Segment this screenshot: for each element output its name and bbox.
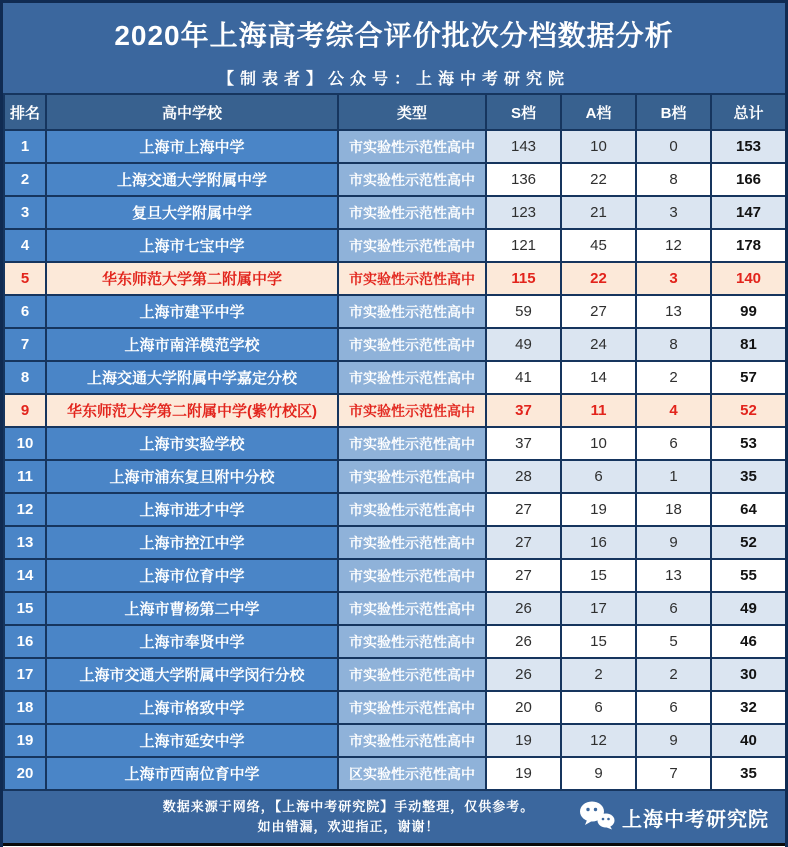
b-tier-cell: 2 [636, 361, 711, 394]
a-tier-cell: 21 [561, 196, 636, 229]
type-cell [338, 328, 486, 361]
s-tier-cell: 28 [486, 460, 561, 493]
rank-cell: 12 [4, 493, 46, 526]
b-tier-cell: 18 [636, 493, 711, 526]
total-cell: 140 [711, 262, 786, 295]
type-cell [338, 757, 486, 790]
type-label: 市实验性示范性高中 [339, 659, 485, 690]
type-label: 市实验性示范性高中 [339, 494, 485, 525]
type-label: 区实验性示范性高中 [339, 758, 485, 789]
a-tier-cell: 15 [561, 559, 636, 592]
page-title: 2020年上海高考综合评价批次分档数据分析 [114, 20, 674, 51]
type-cell [338, 295, 486, 328]
total-cell: 35 [711, 460, 786, 493]
s-tier-cell: 41 [486, 361, 561, 394]
a-tier-cell: 16 [561, 526, 636, 559]
type-label: 市实验性示范性高中 [339, 725, 485, 756]
type-label: 市实验性示范性高中 [339, 329, 485, 360]
footer-bar [3, 791, 785, 843]
table-row [4, 592, 786, 625]
a-tier-cell: 10 [561, 130, 636, 163]
footer-notes [3, 797, 579, 837]
type-label: 市实验性示范性高中 [339, 296, 485, 327]
type-label: 市实验性示范性高中 [339, 560, 485, 591]
school-cell: 上海市进才中学 [46, 493, 338, 526]
school-cell: 上海市南洋模范学校 [46, 328, 338, 361]
a-tier-cell: 27 [561, 295, 636, 328]
a-tier-cell: 12 [561, 724, 636, 757]
type-label: 市实验性示范性高中 [339, 362, 485, 393]
type-label: 市实验性示范性高中 [339, 230, 485, 261]
s-tier-cell: 59 [486, 295, 561, 328]
total-cell: 166 [711, 163, 786, 196]
s-tier-cell: 19 [486, 757, 561, 790]
type-cell [338, 130, 486, 163]
rank-cell: 9 [4, 394, 46, 427]
s-tier-cell: 20 [486, 691, 561, 724]
a-tier-cell: 10 [561, 427, 636, 460]
b-tier-cell: 7 [636, 757, 711, 790]
table-row [4, 361, 786, 394]
rank-cell: 13 [4, 526, 46, 559]
school-cell: 上海交通大学附属中学 [46, 163, 338, 196]
s-tier-cell: 26 [486, 658, 561, 691]
total-cell: 30 [711, 658, 786, 691]
rank-cell: 20 [4, 757, 46, 790]
s-tier-cell: 49 [486, 328, 561, 361]
rank-cell: 2 [4, 163, 46, 196]
total-cell: 147 [711, 196, 786, 229]
table-row [4, 559, 786, 592]
rank-cell: 15 [4, 592, 46, 625]
a-tier-cell: 45 [561, 229, 636, 262]
school-cell: 上海市上海中学 [46, 130, 338, 163]
type-cell [338, 361, 486, 394]
col-header-school: 高中学校 [46, 94, 338, 130]
school-cell: 上海市格致中学 [46, 691, 338, 724]
school-cell: 上海市交通大学附属中学闵行分校 [46, 658, 338, 691]
type-label: 市实验性示范性高中 [339, 395, 485, 426]
table-row [4, 757, 786, 790]
b-tier-cell: 5 [636, 625, 711, 658]
wechat-icon [579, 800, 615, 835]
b-tier-cell: 6 [636, 592, 711, 625]
type-cell [338, 526, 486, 559]
col-header-a-tier: A档 [561, 94, 636, 130]
rank-cell: 10 [4, 427, 46, 460]
s-tier-cell: 37 [486, 427, 561, 460]
type-cell [338, 460, 486, 493]
tier-data-table [3, 93, 787, 791]
type-cell [338, 262, 486, 295]
school-cell: 上海市曹杨第二中学 [46, 592, 338, 625]
type-cell [338, 394, 486, 427]
type-label: 市实验性示范性高中 [339, 692, 485, 723]
s-tier-cell: 26 [486, 625, 561, 658]
school-cell: 上海市七宝中学 [46, 229, 338, 262]
type-cell [338, 493, 486, 526]
b-tier-cell: 2 [636, 658, 711, 691]
rank-cell: 5 [4, 262, 46, 295]
s-tier-cell: 136 [486, 163, 561, 196]
school-cell: 华东师范大学第二附属中学(紫竹校区) [46, 394, 338, 427]
rank-cell: 14 [4, 559, 46, 592]
s-tier-cell: 27 [486, 526, 561, 559]
total-cell: 153 [711, 130, 786, 163]
table-row [4, 493, 786, 526]
type-cell [338, 163, 486, 196]
table-row [4, 691, 786, 724]
b-tier-cell: 9 [636, 526, 711, 559]
s-tier-cell: 19 [486, 724, 561, 757]
footer-note-line1: 数据来源于网络，【上海中考研究院】手动整理，仅供参考。 [162, 798, 535, 814]
b-tier-cell: 12 [636, 229, 711, 262]
type-label: 市实验性示范性高中 [339, 164, 485, 195]
s-tier-cell: 27 [486, 559, 561, 592]
rank-cell: 4 [4, 229, 46, 262]
brand-block [579, 800, 785, 835]
type-label: 市实验性示范性高中 [339, 428, 485, 459]
rank-cell: 3 [4, 196, 46, 229]
a-tier-cell: 19 [561, 493, 636, 526]
rank-cell: 17 [4, 658, 46, 691]
type-cell [338, 559, 486, 592]
a-tier-cell: 17 [561, 592, 636, 625]
brand-name: 上海中考研究院 [622, 808, 769, 831]
school-cell: 复旦大学附属中学 [46, 196, 338, 229]
b-tier-cell: 1 [636, 460, 711, 493]
table-row [4, 295, 786, 328]
type-label: 市实验性示范性高中 [339, 131, 485, 162]
col-header-s-tier: S档 [486, 94, 561, 130]
total-cell: 46 [711, 625, 786, 658]
footer-note-line2: 如由错漏，欢迎指正，谢谢！ [257, 819, 440, 834]
a-tier-cell: 22 [561, 163, 636, 196]
total-cell: 57 [711, 361, 786, 394]
s-tier-cell: 123 [486, 196, 561, 229]
a-tier-cell: 24 [561, 328, 636, 361]
table-header-row [4, 94, 786, 130]
b-tier-cell: 8 [636, 328, 711, 361]
b-tier-cell: 3 [636, 196, 711, 229]
table-row [4, 394, 786, 427]
col-header-type: 类型 [338, 94, 486, 130]
a-tier-cell: 2 [561, 658, 636, 691]
type-cell [338, 196, 486, 229]
total-cell: 81 [711, 328, 786, 361]
bottom-divider [3, 843, 785, 846]
table-row [4, 658, 786, 691]
school-cell: 上海市延安中学 [46, 724, 338, 757]
total-cell: 53 [711, 427, 786, 460]
type-cell [338, 592, 486, 625]
type-cell [338, 427, 486, 460]
school-cell: 上海市西南位育中学 [46, 757, 338, 790]
type-cell [338, 625, 486, 658]
table-row [4, 130, 786, 163]
type-cell [338, 229, 486, 262]
total-cell: 99 [711, 295, 786, 328]
type-label: 市实验性示范性高中 [339, 527, 485, 558]
b-tier-cell: 3 [636, 262, 711, 295]
s-tier-cell: 27 [486, 493, 561, 526]
a-tier-cell: 9 [561, 757, 636, 790]
rank-cell: 18 [4, 691, 46, 724]
total-cell: 178 [711, 229, 786, 262]
a-tier-cell: 6 [561, 691, 636, 724]
a-tier-cell: 22 [561, 262, 636, 295]
rank-cell: 7 [4, 328, 46, 361]
table-body [4, 130, 786, 790]
table-row [4, 625, 786, 658]
rank-cell: 11 [4, 460, 46, 493]
page-subtitle: 【制表者】公众号：上海中考研究院 [217, 71, 570, 88]
type-cell [338, 724, 486, 757]
school-cell: 上海市奉贤中学 [46, 625, 338, 658]
b-tier-cell: 9 [636, 724, 711, 757]
rank-cell: 6 [4, 295, 46, 328]
table-row [4, 229, 786, 262]
b-tier-cell: 6 [636, 427, 711, 460]
type-label: 市实验性示范性高中 [339, 263, 485, 294]
rank-cell: 8 [4, 361, 46, 394]
b-tier-cell: 8 [636, 163, 711, 196]
table-row [4, 427, 786, 460]
school-cell: 上海市实验学校 [46, 427, 338, 460]
type-label: 市实验性示范性高中 [339, 593, 485, 624]
type-cell [338, 658, 486, 691]
school-cell: 华东师范大学第二附属中学 [46, 262, 338, 295]
b-tier-cell: 4 [636, 394, 711, 427]
table-row [4, 328, 786, 361]
total-cell: 40 [711, 724, 786, 757]
total-cell: 52 [711, 394, 786, 427]
a-tier-cell: 6 [561, 460, 636, 493]
col-header-total: 总计 [711, 94, 786, 130]
s-tier-cell: 143 [486, 130, 561, 163]
total-cell: 55 [711, 559, 786, 592]
school-cell: 上海市浦东复旦附中分校 [46, 460, 338, 493]
school-cell: 上海交通大学附属中学嘉定分校 [46, 361, 338, 394]
type-label: 市实验性示范性高中 [339, 461, 485, 492]
total-cell: 32 [711, 691, 786, 724]
table-row [4, 460, 786, 493]
type-label: 市实验性示范性高中 [339, 197, 485, 228]
table-row [4, 526, 786, 559]
table-row [4, 724, 786, 757]
rank-cell: 19 [4, 724, 46, 757]
rank-cell: 1 [4, 130, 46, 163]
a-tier-cell: 11 [561, 394, 636, 427]
b-tier-cell: 6 [636, 691, 711, 724]
school-cell: 上海市建平中学 [46, 295, 338, 328]
a-tier-cell: 15 [561, 625, 636, 658]
rank-cell: 16 [4, 625, 46, 658]
total-cell: 35 [711, 757, 786, 790]
school-cell: 上海市位育中学 [46, 559, 338, 592]
col-header-rank: 排名 [4, 94, 46, 130]
s-tier-cell: 121 [486, 229, 561, 262]
total-cell: 52 [711, 526, 786, 559]
b-tier-cell: 13 [636, 295, 711, 328]
b-tier-cell: 13 [636, 559, 711, 592]
a-tier-cell: 14 [561, 361, 636, 394]
s-tier-cell: 37 [486, 394, 561, 427]
col-header-b-tier: B档 [636, 94, 711, 130]
type-label: 市实验性示范性高中 [339, 626, 485, 657]
b-tier-cell: 0 [636, 130, 711, 163]
total-cell: 49 [711, 592, 786, 625]
table-row [4, 163, 786, 196]
type-cell [338, 691, 486, 724]
school-cell: 上海市控江中学 [46, 526, 338, 559]
s-tier-cell: 115 [486, 262, 561, 295]
total-cell: 64 [711, 493, 786, 526]
s-tier-cell: 26 [486, 592, 561, 625]
title-bar [3, 3, 785, 93]
table-row [4, 262, 786, 295]
table-row [4, 196, 786, 229]
